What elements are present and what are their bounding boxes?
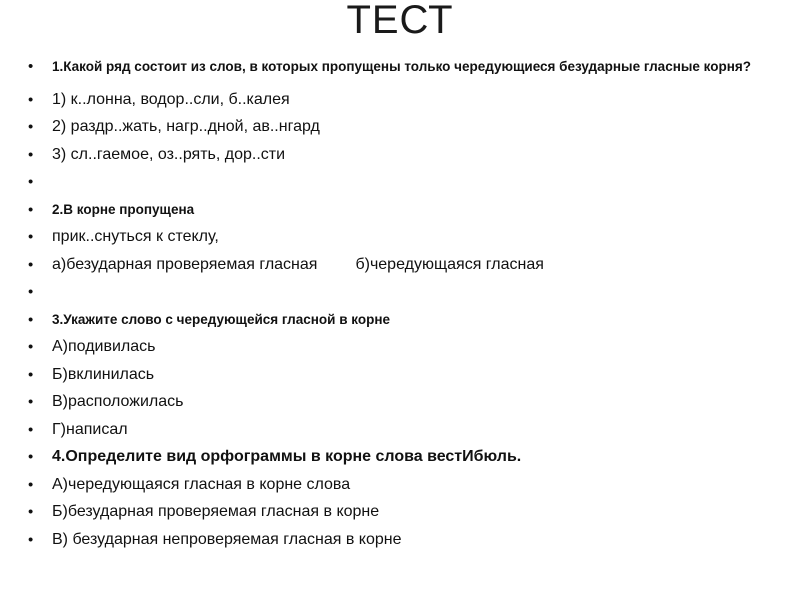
list-item (28, 499, 788, 527)
test-list (28, 46, 788, 554)
q3-option-d: • Г)написал (52, 420, 128, 438)
list-item (28, 251, 788, 279)
q1-option-3: • 3) сл..гаемое, оз..рять, дор..сти (52, 145, 286, 163)
q4-option-a: • А)чередующаяся гласная в корне слова (52, 475, 351, 493)
q1-option-2: • 2) раздр..жать, нагр..дной, ав..нгард (52, 118, 320, 136)
page-title: ТЕСТ (346, 0, 454, 42)
q2-option-a: • а)безударная проверяемая гласная (52, 255, 318, 273)
list-item (28, 114, 788, 142)
q4-question: • 4.Определите вид орфограммы в корне слова вестИбюль. (52, 448, 522, 466)
q2-question: • 2.В корне пропущена (52, 202, 195, 218)
list-item-empty (28, 279, 788, 307)
q2-option-b: б)чередующаяся гласная (355, 255, 544, 273)
q1-question: • 1.Какой ряд состоит из слов, в которых пропущены только чередующиеся безударные гласные корня? (52, 58, 751, 74)
list-item (28, 306, 788, 334)
q3-option-c: • В)расположилась (52, 393, 184, 411)
list-item (28, 334, 788, 362)
q4-option-b: • Б)безударная проверяемая гласная в корне (52, 503, 380, 521)
q3-option-b: • Б)вклинилась (52, 365, 155, 383)
list-item-empty (28, 169, 788, 197)
q3-question: • 3.Укажите слово с чередующейся гласной в корне (52, 312, 390, 328)
list-item (28, 526, 788, 554)
list-item (28, 361, 788, 389)
list-item-q1-question (28, 46, 788, 86)
q4-option-c: • В) безударная непроверяемая гласная в корне (52, 530, 402, 548)
list-item (28, 86, 788, 114)
q1-option-1: • 1) к..лонна, водор..сли, б..калея (52, 90, 290, 108)
q3-option-a: • А)подивилась (52, 338, 156, 356)
list-item (28, 196, 788, 224)
list-item (28, 471, 788, 499)
q2-word: • прик..снуться к стеклу, (52, 228, 219, 246)
list-item (28, 141, 788, 169)
list-item (28, 416, 788, 444)
list-item (28, 444, 788, 472)
list-item (28, 224, 788, 252)
list-item (28, 389, 788, 417)
